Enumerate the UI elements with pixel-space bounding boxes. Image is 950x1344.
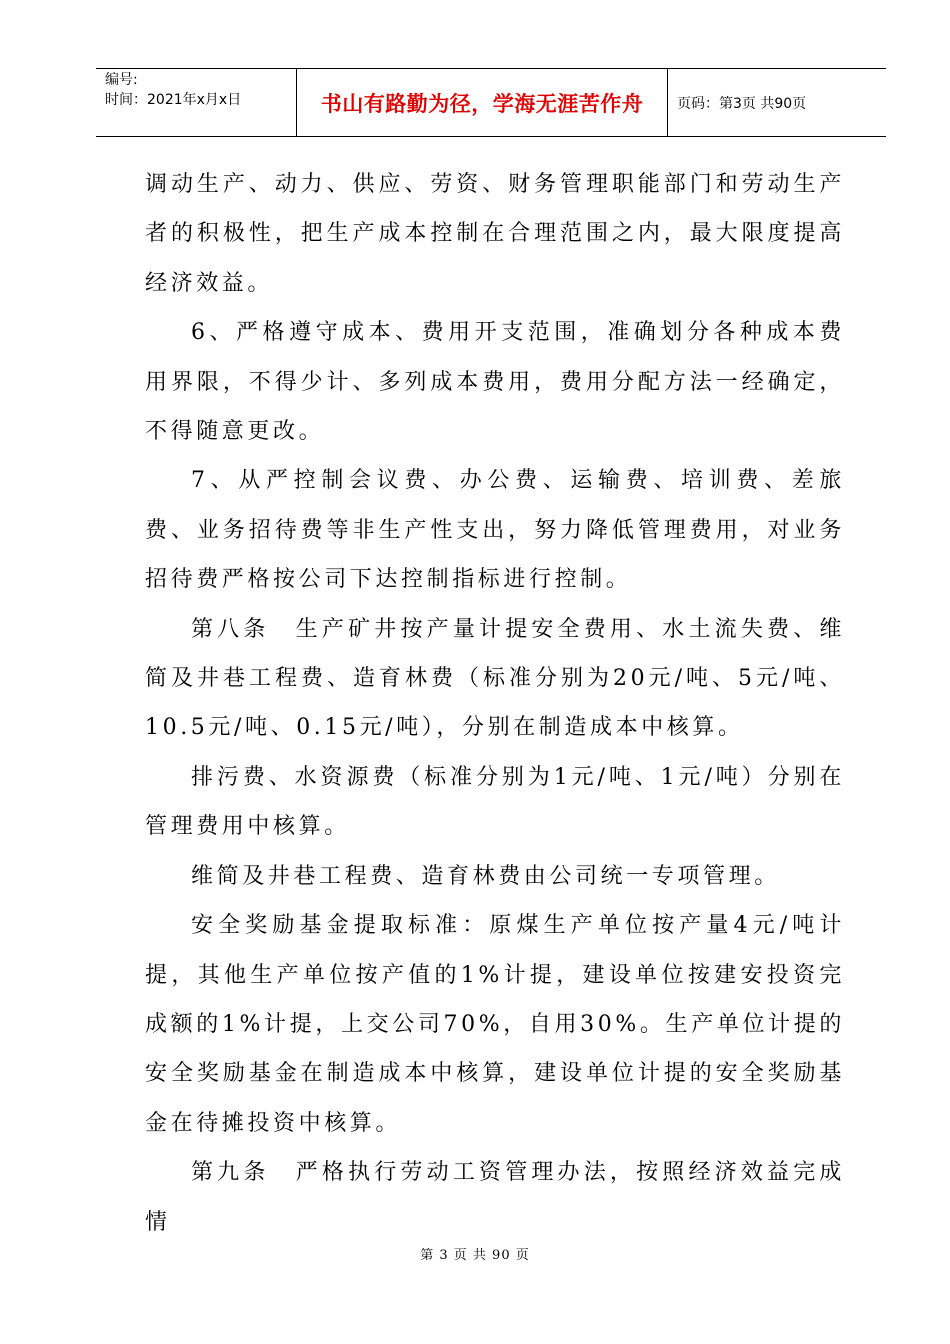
paragraph-item-6: 6、严格遵守成本、费用开支范围，准确划分各种成本费用界限，不得少计、多列成本费用，费用分配方法一经确定，不得随意更改。	[145, 320, 845, 445]
document-header	[96, 68, 886, 137]
header-motto: 书山有路勤为径，学海无涯苦作舟	[297, 69, 668, 136]
paragraph-article-9: 第九条 严格执行劳动工资管理办法，按照经济效益完成情	[145, 1160, 845, 1235]
page-footer: 第 3 页 共 90 页	[420, 1248, 530, 1263]
paragraph-continuation: 调动生产、动力、供应、劳资、财务管理职能部门和劳动生产者的积极性，把生产成本控制在合理范围之内，最大限度提高经济效益。	[145, 172, 845, 296]
paragraph-maintenance-fees: 维简及井巷工程费、造育林费由公司统一专项管理。	[191, 863, 780, 889]
paragraph-safety-fund: 安全奖励基金提取标准：原煤生产单位按产量4元/吨计提，其他生产单位按产值的1%计提，建设单位按建安投资完成额的1%计提，上交公司70%，自用30%。生产单位计提的安全奖励基金在制造成本中核算，建设单位计提的安全奖励基金在待摊投资中核算。	[145, 913, 845, 1136]
document-number-label: 编号:	[105, 72, 138, 88]
document-body	[145, 160, 845, 1247]
document-time-label: 时间：2021年x月x日	[105, 92, 242, 108]
header-page-info: 页码：第3页 共90页	[677, 95, 807, 112]
paragraph-pollution-fees: 排污费、水资源费（标准分别为1元/吨、1元/吨）分别在管理费用中核算。	[145, 764, 845, 840]
paragraph-item-7: 7、从严控制会议费、办公费、运输费、培训费、差旅费、业务招待费等非生产性支出，努力降低管理费用，对业务招待费严格按公司下达控制指标进行控制。	[145, 468, 845, 593]
header-meta	[96, 69, 297, 136]
paragraph-article-8: 第八条 生产矿井按产量计提安全费用、水土流失费、维简及井巷工程费、造育林费（标准分别为20元/吨、5元/吨、10.5元/吨、0.15元/吨），分别在制造成本中核算。	[145, 616, 845, 741]
